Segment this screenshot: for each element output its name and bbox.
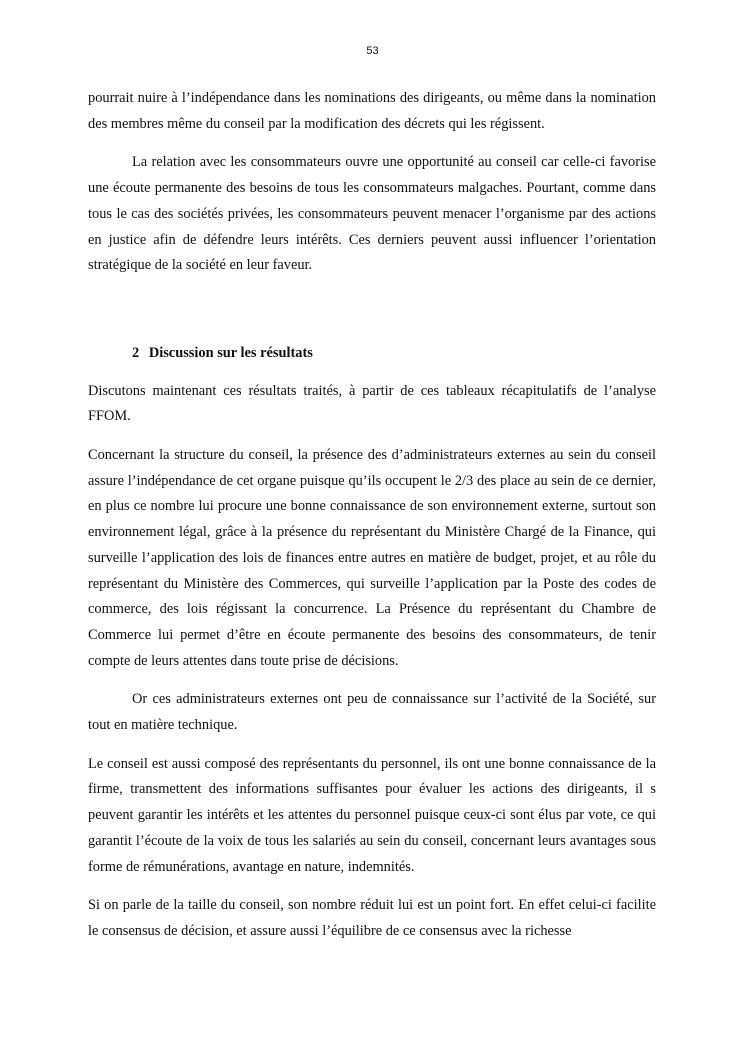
paragraph-structure: Concernant la structure du conseil, la présence des d’administrateurs externes au sein du conseil assure l’indépendance de cet organe puisque qu’ils occupent le 2/3 des place au sein de ce dernier, en plus ce nombre lui procure une bonne connaissance de son environnement externe, surtout son environnement légal, grâce à la présence du représentant du Ministère Chargé de la Finance, qui surveille l’application des lois de finances entre autres en matière de budget, projet, et au rôle du représentant du Ministère des Commerces, qui surveille l’application par la Poste des codes de commerce, des lois régissant la concurrence. La Présence du représentant du Chambre de Commerce lui permet d’être en écoute permanente des besoins des consommateurs, de tenir compte de leurs attentes dans toute prise de décisions. (88, 447, 656, 669)
paragraph-continuation: pourrait nuire à l’indépendance dans les nominations des dirigeants, ou même dans la nomination des membres même du conseil par la modification des décrets qui les régissent. (88, 90, 656, 132)
paragraph-consumers: La relation avec les consommateurs ouvre une opportunité au conseil car celle-ci favorise une écoute permanente des besoins de tous les consommateurs malgaches. Pourtant, comme dans tous le cas des sociétés privées, les consommateurs peuvent menacer l’organisme par des actions en justice afin de défendre leurs intérêts. Ces derniers peuvent aussi influencer l’orientation stratégique de la société en leur faveur. (88, 154, 656, 274)
paragraph-intro: Discutons maintenant ces résultats traités, à partir de ces tableaux récapitulatifs de l’analyse FFOM. (88, 382, 656, 425)
page-number: 53 (366, 45, 379, 57)
section-title: Discussion sur les résultats (148, 344, 313, 361)
paragraph-staff-representatives: Le conseil est aussi composé des représentants du personnel, ils ont une bonne connaissance de la firme, transmettent des informations suffisantes pour évaluer les actions des dirigeants, il s peuvent garantir les intérêts et les attentes du personnel puisque ceux-ci sont élus par vote, ce qui garantit l’écoute de la voix de tous les salariés au sein du conseil, concernant leurs avantages sous forme de rémunérations, avantage en nature, indemnités. (88, 755, 656, 875)
section-spacer (88, 292, 656, 341)
page-body (88, 86, 656, 945)
section-heading (88, 341, 656, 367)
paragraph-board-size: Si on parle de la taille du conseil, son nombre réduit lui est un point fort. En effet celui-ci facilite le consensus de décision, et assure aussi l’équilibre de ce consensus avec la richesse (88, 897, 656, 939)
section-number: 2 (132, 344, 140, 361)
paragraph-external-admins: Or ces administrateurs externes ont peu de connaissance sur l’activité de la Société, sur tout en matière technique. (88, 691, 656, 734)
